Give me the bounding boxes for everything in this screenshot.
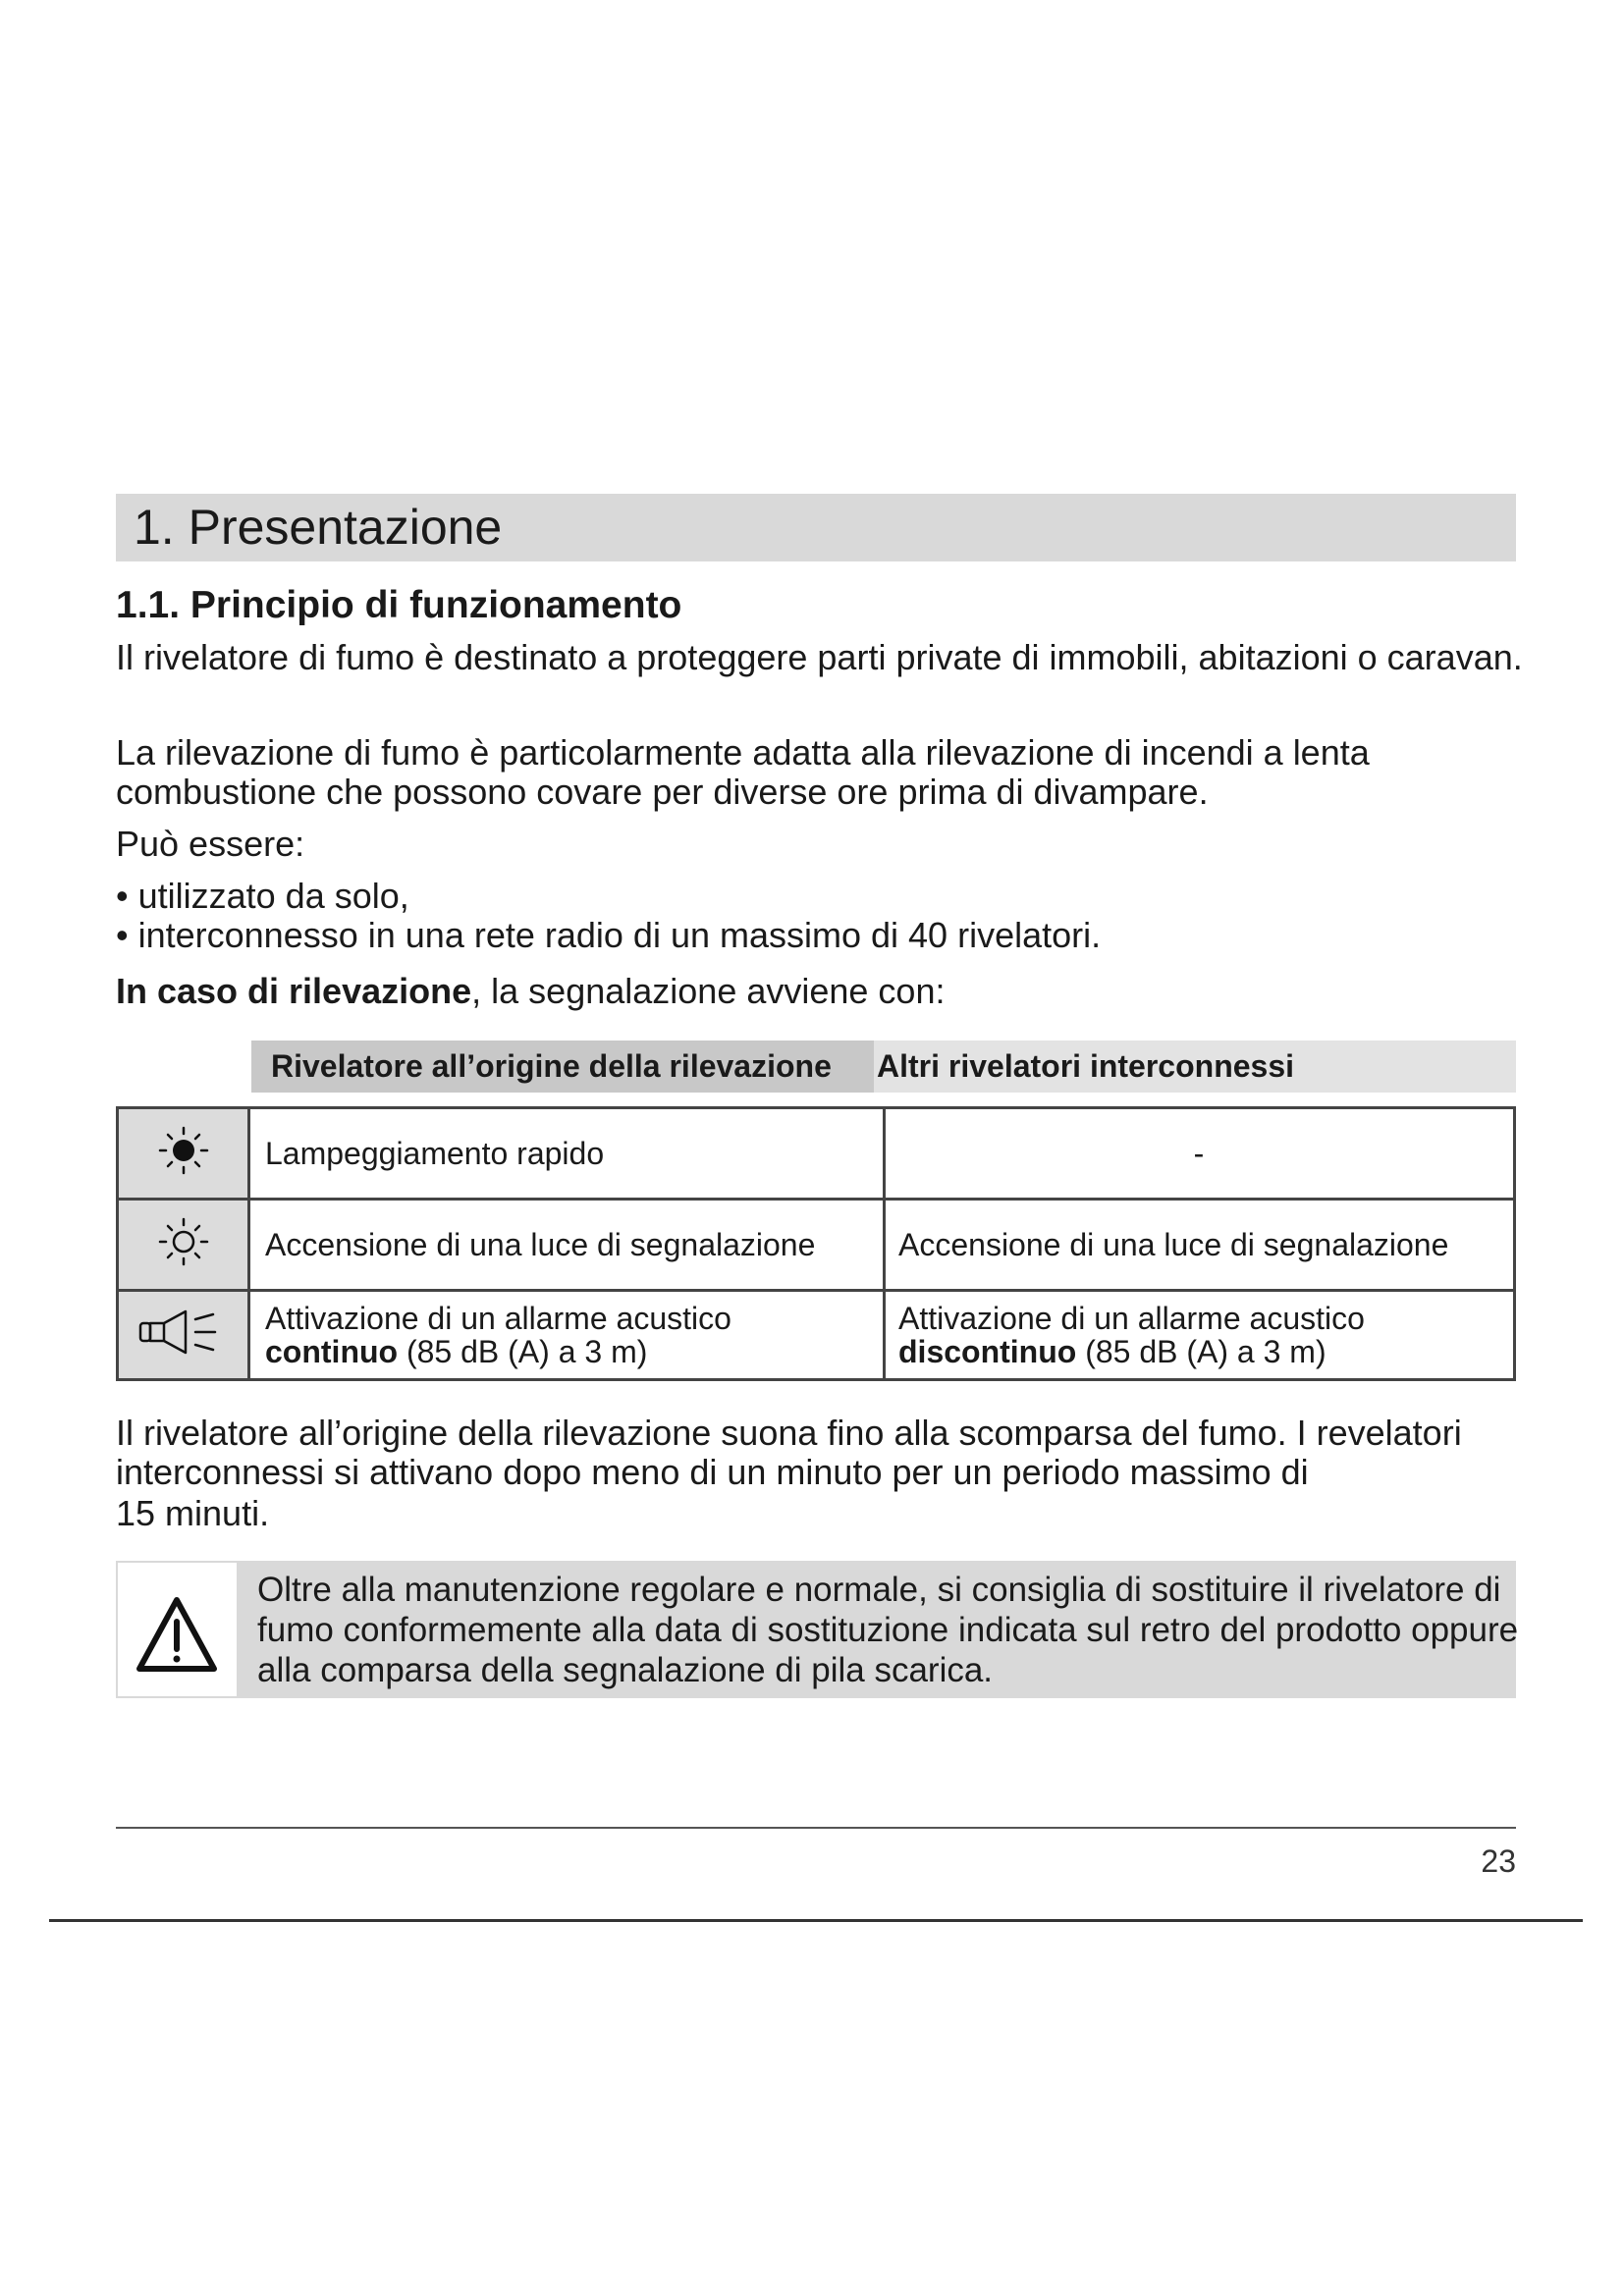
page-number: 23 [1481,1843,1516,1879]
interconnected-light-cell: Accensione di una luce di segnalazione [885,1200,1515,1291]
signal-table [116,1106,1516,1381]
intro-paragraph: Il rivelatore di fumo è destinato a proteggere parti private di immobili, abitazioni o caravan. [116,637,1523,677]
footer-rule [116,1827,1516,1829]
signal-light-icon [118,1200,249,1291]
detection-lead-bold: In caso di rilevazione [116,971,472,1011]
detection-lead [116,972,1530,1011]
origin-alarm-line1: Attivazione di un allarme acustico [265,1301,731,1336]
warning-icon [116,1561,239,1698]
detection-paragraph: La rilevazione di fumo è particolarmente adatta alla rilevazione di incendi a lenta combustione che possono covare per diverse ore prima di divampare. [116,732,1370,812]
page-bottom-rule [49,1919,1583,1922]
origin-light-cell: Accensione di una luce di segnalazione [249,1200,885,1291]
interconnected-alarm-line1: Attivazione di un allarme acustico [898,1301,1365,1336]
table-header-interconnected: Altri rivelatori interconnessi [874,1041,1516,1093]
usage-list [116,877,1101,955]
table-row [118,1108,1515,1200]
flashing-light-icon [118,1108,249,1200]
subsection-title: 1.1. Principio di funzionamento [116,584,682,626]
detection-lead-rest: , la segnalazione avviene con: [471,971,946,1011]
after-table-line2: interconnessi si attivano dopo meno di un minuto per un periodo massimo di [116,1452,1309,1492]
origin-alarm-cell [249,1291,885,1380]
table-row [118,1200,1515,1291]
list-item: • interconnesso in una rete radio di un massimo di 40 rivelatori. [116,916,1101,955]
list-item: • utilizzato da solo, [116,877,1101,916]
table-row [118,1291,1515,1380]
siren-icon [118,1291,249,1380]
maintenance-note: Oltre alla manutenzione regolare e normale, si consiglia di sostituire il rivelatore di fumo conformemente alla data di sostituzione indicata sul retro del prodotto oppure alla comparsa della segnalazione di pila scarica. [257,1571,1519,1689]
after-table-line3: 15 minuti. [116,1493,270,1533]
origin-alarm-level: (85 dB (A) a 3 m) [398,1334,648,1369]
origin-alarm-line2 [265,1335,882,1368]
interconnected-alarm-line2 [898,1335,1512,1368]
interconnected-alarm-cell [885,1291,1515,1380]
interconnected-flash-cell: - [885,1108,1515,1200]
origin-alarm-type: continuo [265,1334,399,1369]
after-table-line1: Il rivelatore all’origine della rilevazione suona fino alla scomparsa del fumo. I revelatori [116,1413,1462,1453]
can-be-paragraph: Può essere: [116,824,305,864]
origin-flash-cell: Lampeggiamento rapido [249,1108,885,1200]
interconnected-alarm-level: (85 dB (A) a 3 m) [1076,1334,1326,1369]
interconnected-alarm-type: discontinuo [898,1334,1077,1369]
table-header-origin: Rivelatore all’origine della rilevazione [251,1041,874,1093]
section-title: 1. Presentazione [134,500,503,555]
